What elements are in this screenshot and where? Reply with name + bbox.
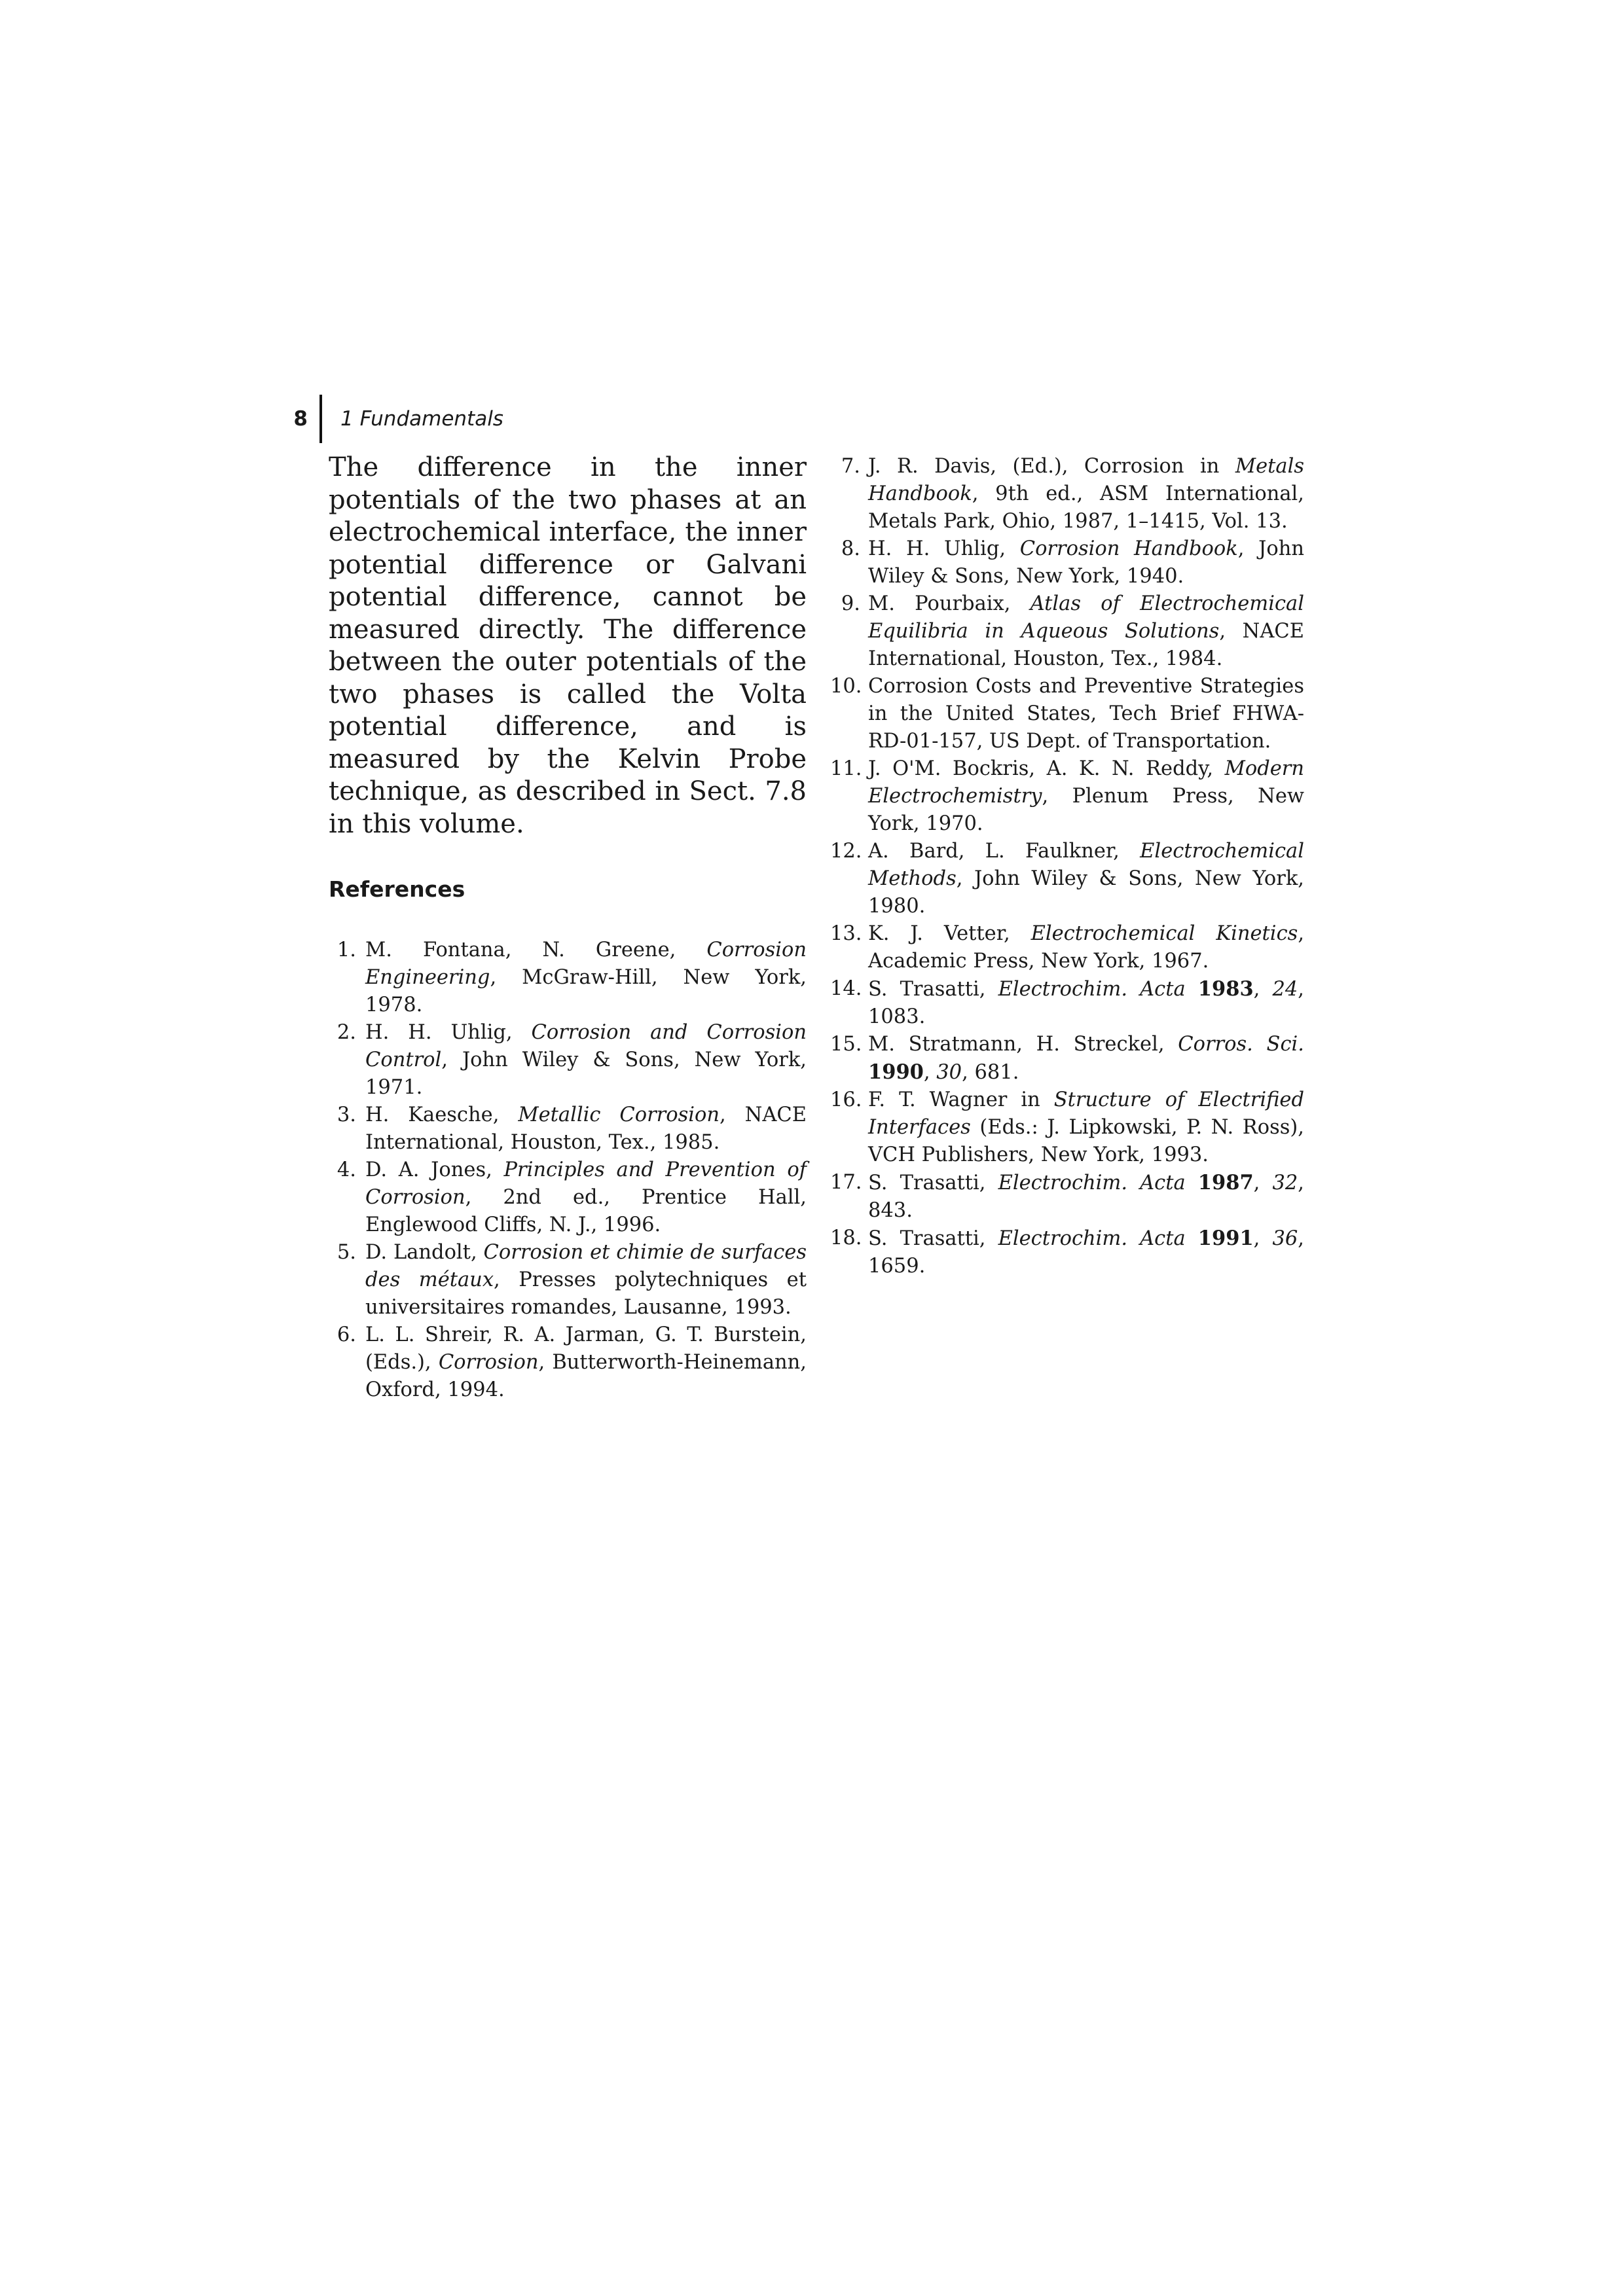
reference-text [1186,1172,1198,1194]
reference-number: 6. [337,1323,356,1346]
reference-text: , [923,1061,937,1084]
reference-item [329,937,807,1019]
reference-text: Corrosion Costs and Preventive Strategies in the United States, Tech Brief FHWA-RD-01-157, US Dept. of Transportation. [868,675,1304,753]
header-rule [319,395,322,443]
reference-text: 1990 [868,1060,924,1084]
reference-text: Electrochemical Kinetics [1030,922,1298,945]
reference-number: 5. [337,1241,356,1264]
reference-list-left [329,937,807,1404]
reference-item [830,590,1304,673]
reference-text: , Academic Press, New York, 1967. [868,922,1305,973]
reference-text: Metallic Corrosion [518,1103,720,1126]
reference-text: M. Stratmann, H. Streckel, [868,1033,1178,1056]
reference-text: Corrosion et chimie de surfaces des métaux [365,1241,807,1291]
right-column [830,453,1304,1280]
references-heading: References [329,876,465,902]
reference-text: Corrosion [438,1351,539,1374]
reference-text: H. H. Uhlig, [365,1021,532,1044]
reference-text: Metals Handbook [868,455,1304,505]
reference-text: , NACE International, Houston, Tex., 1985. [365,1103,807,1154]
reference-text: , 2nd ed., Prentice Hall, Englewood Cliffs, N. J., 1996. [365,1186,807,1236]
reference-number: 8. [841,537,860,560]
reference-number: 7. [841,455,860,478]
reference-text: 1983 [1197,977,1254,1001]
reference-item [830,1225,1304,1280]
reference-text: Structure of Electrified Interfaces [868,1088,1304,1139]
reference-item [830,535,1304,590]
reference-number: 11. [830,757,862,780]
reference-text: 24 [1272,978,1298,1001]
reference-item [830,975,1304,1031]
reference-text: , Presses polytechniques et universitaires romandes, Lausanne, 1993. [365,1268,807,1319]
reference-text: Electrochim. Acta [998,978,1186,1001]
page-header [275,393,503,445]
reference-text: M. Fontana, N. Greene, [365,939,707,961]
reference-text: Corrosion Engineering [365,939,807,989]
reference-text: , NACE International, Houston, Tex., 1984. [868,620,1304,670]
reference-item [830,838,1304,920]
reference-number: 4. [337,1158,356,1181]
reference-text: , 681. [962,1061,1019,1084]
reference-number: 2. [337,1021,356,1044]
reference-item [830,453,1304,535]
reference-item [830,920,1304,975]
reference-text: M. Pourbaix, [868,592,1030,615]
reference-text: 1991 [1197,1227,1254,1250]
reference-text: Corrosion Handbook [1019,537,1238,560]
reference-text: , 1083. [868,978,1304,1028]
reference-text: H. Kaesche, [365,1103,519,1126]
reference-text: L. L. Shreir, R. A. Jarman, G. T. Burstein, (Eds.), [365,1323,807,1374]
reference-item [830,1169,1304,1225]
reference-item [329,1157,807,1239]
reference-item [830,1031,1304,1086]
reference-text: 30 [936,1061,962,1084]
reference-item [830,673,1304,755]
reference-text: , Plenum Press, New York, 1970. [868,785,1304,835]
reference-number: 18. [830,1227,862,1249]
reference-text: Principles and Prevention of Corrosion [365,1158,807,1209]
reference-item [329,1321,807,1404]
reference-number: 16. [830,1088,862,1111]
reference-text: Atlas of Electrochemical Equilibria in Aqueous Solutions [868,592,1304,643]
reference-text: , [1253,1172,1273,1194]
page-number: 8 [293,407,308,431]
reference-text: Corros. Sci. [1178,1033,1304,1056]
reference-number: 9. [841,592,860,615]
reference-text: , 9th ed., ASM International, Metals Park, Ohio, 1987, 1–1415, Vol. 13. [868,482,1304,533]
reference-number: 1. [337,939,356,961]
reference-item [830,1086,1304,1169]
reference-text: K. J. Vetter, [868,922,1031,945]
reference-item [329,1239,807,1321]
reference-number: 15. [830,1033,862,1056]
reference-text: Corrosion and Corrosion Control [365,1021,807,1071]
reference-number: 17. [830,1171,862,1194]
reference-text [1186,1227,1198,1250]
reference-text: S. Trasatti, [868,1227,998,1250]
reference-number: 12. [830,840,862,863]
reference-text: D. A. Jones, [365,1158,504,1181]
reference-text: 1987 [1197,1171,1254,1194]
reference-text: J. R. Davis, (Ed.), Corrosion in [868,455,1235,478]
reference-text: D. Landolt, [365,1241,484,1264]
reference-text: 36 [1272,1227,1298,1250]
reference-text: Electrochim. Acta [998,1172,1186,1194]
reference-text: , John Wiley & Sons, New York, 1980. [868,867,1304,918]
reference-text: , 1659. [868,1227,1304,1278]
reference-number: 13. [830,922,862,945]
reference-text: S. Trasatti, [868,978,998,1001]
reference-text: H. H. Uhlig, [868,537,1020,560]
reference-text: S. Trasatti, [868,1172,998,1194]
reference-text: , John Wiley & Sons, New York, 1971. [365,1049,807,1099]
reference-text: Electrochim. Acta [998,1227,1186,1250]
reference-item [329,1102,807,1157]
reference-text: , [1253,1227,1273,1250]
reference-list-right [830,453,1304,1280]
running-head: 1 Fundamentals [340,407,503,431]
reference-text: 32 [1272,1172,1298,1194]
reference-text: , John Wiley & Sons, New York, 1940. [868,537,1305,588]
reference-text: J. O'M. Bockris, A. K. N. Reddy, [868,757,1225,780]
reference-text [1186,978,1198,1001]
reference-text: , McGraw-Hill, New York, 1978. [365,966,807,1016]
reference-number: 3. [337,1103,356,1126]
reference-number: 14. [830,977,862,1000]
reference-text: (Eds.: J. Lipkowski, P. N. Ross), VCH Publishers, New York, 1993. [868,1116,1304,1166]
reference-text: Modern Electrochemistry [868,757,1304,808]
reference-text: , [1253,978,1273,1001]
reference-text: A. Bard, L. Faulkner, [868,840,1140,863]
reference-item [830,755,1304,838]
reference-text: Electrochemical Methods [868,840,1304,890]
body-paragraph: The difference in the inner potentials of the two phases at an electrochemical interface, the inner potential difference or Galvani potential difference, cannot be measured directly. The difference between the outer potentials of the two phases is called the Volta potential difference, and is measured by the Kelvin Probe technique, as described in Sect. 7.8 in this volume. [329,452,807,839]
reference-text: , Butterworth-Heinemann, Oxford, 1994. [365,1351,807,1401]
reference-number: 10. [830,675,862,698]
reference-text: , 843. [868,1172,1304,1222]
left-column [329,452,807,1404]
reference-text: F. T. Wagner in [868,1088,1054,1111]
reference-item [329,1019,807,1102]
